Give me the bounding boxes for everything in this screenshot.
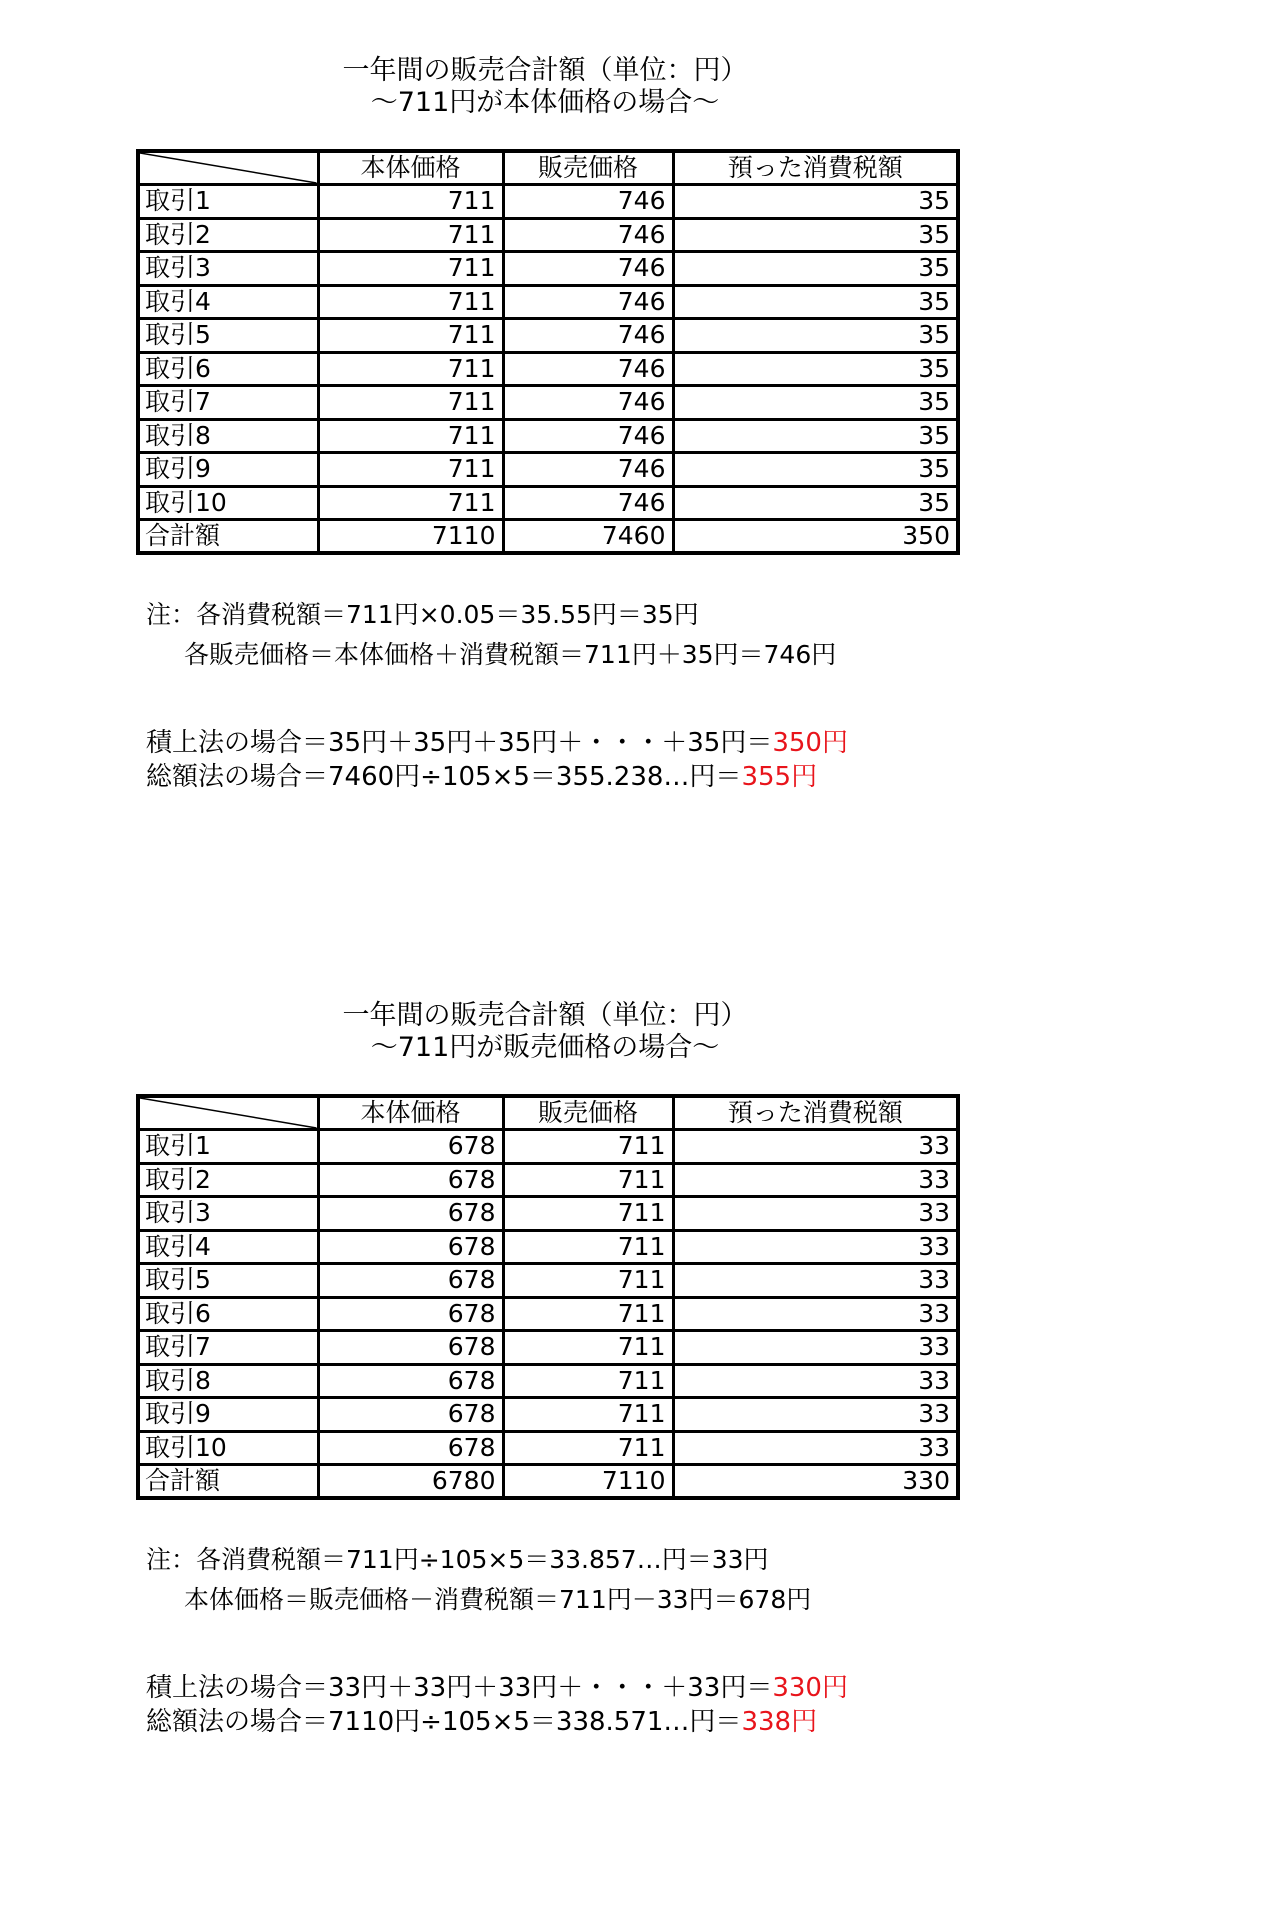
row-label: 取引3 (138, 252, 318, 286)
cell-sale: 711 (503, 1398, 673, 1432)
row-label: 取引4 (138, 1230, 318, 1264)
table-row (138, 185, 958, 219)
cell-tax: 35 (673, 453, 958, 487)
table-row (138, 1297, 958, 1331)
total-sale: 7460 (503, 520, 673, 554)
total-method-text: 総額法の場合＝7460円÷105×5＝355.238…円＝ (146, 762, 742, 792)
cell-base: 711 (318, 386, 503, 420)
total-row (138, 520, 958, 554)
cell-tax: 35 (673, 486, 958, 520)
total-tax: 330 (673, 1465, 958, 1499)
stacking-method-text: 積上法の場合＝33円＋33円＋33円＋・・・＋33円＝ (146, 1673, 773, 1703)
header-base-price: 本体価格 (318, 151, 503, 185)
cell-sale: 711 (503, 1431, 673, 1465)
cell-tax: 35 (673, 352, 958, 386)
row-label: 取引8 (138, 419, 318, 453)
total-row (138, 1465, 958, 1499)
row-label: 取引9 (138, 453, 318, 487)
cell-sale: 746 (503, 386, 673, 420)
cell-base: 678 (318, 1431, 503, 1465)
corner-cell (138, 151, 318, 185)
table-header-row (138, 1096, 958, 1130)
total-label: 合計額 (138, 1465, 318, 1499)
table-row (138, 486, 958, 520)
cell-tax: 33 (673, 1130, 958, 1164)
cell-sale: 746 (503, 486, 673, 520)
cell-tax: 35 (673, 285, 958, 319)
cell-sale: 711 (503, 1331, 673, 1365)
cell-tax: 33 (673, 1331, 958, 1365)
row-label: 取引10 (138, 1431, 318, 1465)
total-method-line (146, 761, 817, 793)
row-label: 取引9 (138, 1398, 318, 1432)
cell-sale: 711 (503, 1130, 673, 1164)
cell-tax: 35 (673, 386, 958, 420)
cell-sale: 711 (503, 1264, 673, 1298)
cell-base: 711 (318, 252, 503, 286)
sales-table (136, 1094, 960, 1500)
row-label: 取引7 (138, 1331, 318, 1365)
table-row (138, 1197, 958, 1231)
note-line-2: 各販売価格＝本体価格＋消費税額＝711円＋35円＝746円 (184, 640, 837, 669)
table-row (138, 319, 958, 353)
block-subtitle: ～711円が販売価格の場合～ (370, 1032, 720, 1063)
block-title: 一年間の販売合計額（単位：円） (342, 1000, 748, 1031)
table-row (138, 352, 958, 386)
cell-tax: 33 (673, 1230, 958, 1264)
note-line-2: 本体価格＝販売価格－消費税額＝711円－33円＝678円 (184, 1585, 812, 1614)
stacking-method-line (146, 1672, 848, 1704)
cell-tax: 33 (673, 1197, 958, 1231)
cell-base: 711 (318, 486, 503, 520)
total-base: 7110 (318, 520, 503, 554)
cell-tax: 35 (673, 419, 958, 453)
row-label: 取引10 (138, 486, 318, 520)
cell-base: 711 (318, 419, 503, 453)
cell-tax: 33 (673, 1431, 958, 1465)
cell-tax: 33 (673, 1398, 958, 1432)
cell-base: 678 (318, 1130, 503, 1164)
table-row (138, 1431, 958, 1465)
row-label: 取引2 (138, 218, 318, 252)
cell-base: 711 (318, 285, 503, 319)
header-tax-amount: 預った消費税額 (673, 151, 958, 185)
cell-tax: 33 (673, 1163, 958, 1197)
block-title: 一年間の販売合計額（単位：円） (342, 55, 748, 86)
cell-sale: 711 (503, 1197, 673, 1231)
stacking-method-result: 330円 (772, 1673, 848, 1703)
cell-base: 678 (318, 1264, 503, 1298)
header-sale-price: 販売価格 (503, 1096, 673, 1130)
total-tax: 350 (673, 520, 958, 554)
table-row (138, 1264, 958, 1298)
row-label: 取引5 (138, 319, 318, 353)
cell-base: 711 (318, 185, 503, 219)
cell-tax: 35 (673, 319, 958, 353)
stacking-method-line (146, 727, 848, 759)
note-line-1: 注：各消費税額＝711円×0.05＝35.55円＝35円 (146, 600, 699, 629)
row-label: 取引5 (138, 1264, 318, 1298)
cell-sale: 711 (503, 1230, 673, 1264)
block-subtitle: ～711円が本体価格の場合～ (370, 87, 720, 118)
table-row (138, 419, 958, 453)
cell-base: 678 (318, 1163, 503, 1197)
table-row (138, 1331, 958, 1365)
header-tax-amount: 預った消費税額 (673, 1096, 958, 1130)
stacking-method-result: 350円 (772, 728, 848, 758)
cell-base: 678 (318, 1364, 503, 1398)
cell-sale: 711 (503, 1297, 673, 1331)
cell-base: 711 (318, 218, 503, 252)
cell-sale: 746 (503, 285, 673, 319)
table-row (138, 1230, 958, 1264)
cell-sale: 746 (503, 218, 673, 252)
row-label: 取引6 (138, 352, 318, 386)
cell-tax: 33 (673, 1297, 958, 1331)
cell-base: 678 (318, 1331, 503, 1365)
cell-sale: 711 (503, 1163, 673, 1197)
cell-tax: 35 (673, 252, 958, 286)
total-method-result: 355円 (741, 762, 818, 792)
cell-base: 711 (318, 453, 503, 487)
sales-table (136, 149, 960, 555)
row-label: 取引8 (138, 1364, 318, 1398)
cell-sale: 746 (503, 185, 673, 219)
table-row (138, 453, 958, 487)
cell-base: 711 (318, 319, 503, 353)
row-label: 取引2 (138, 1163, 318, 1197)
table-header-row (138, 151, 958, 185)
table-row (138, 218, 958, 252)
cell-tax: 35 (673, 218, 958, 252)
cell-sale: 746 (503, 453, 673, 487)
cell-base: 678 (318, 1297, 503, 1331)
cell-sale: 746 (503, 319, 673, 353)
corner-cell (138, 1096, 318, 1130)
table-row (138, 1163, 958, 1197)
cell-sale: 746 (503, 419, 673, 453)
cell-tax: 33 (673, 1364, 958, 1398)
stacking-method-text: 積上法の場合＝35円＋35円＋35円＋・・・＋35円＝ (146, 728, 773, 758)
cell-sale: 711 (503, 1364, 673, 1398)
row-label: 取引1 (138, 185, 318, 219)
total-sale: 7110 (503, 1465, 673, 1499)
row-label: 取引1 (138, 1130, 318, 1164)
diagonal-line (140, 1098, 317, 1128)
diagonal-line (140, 153, 317, 183)
cell-sale: 746 (503, 352, 673, 386)
total-method-line (146, 1706, 817, 1738)
note-line-1: 注：各消費税額＝711円÷105×5＝33.857…円＝33円 (146, 1545, 769, 1574)
table-row (138, 1364, 958, 1398)
total-base: 6780 (318, 1465, 503, 1499)
cell-tax: 35 (673, 185, 958, 219)
row-label: 取引7 (138, 386, 318, 420)
total-label: 合計額 (138, 520, 318, 554)
cell-base: 678 (318, 1230, 503, 1264)
table-row (138, 285, 958, 319)
table-row (138, 1398, 958, 1432)
header-base-price: 本体価格 (318, 1096, 503, 1130)
row-label: 取引3 (138, 1197, 318, 1231)
table-row (138, 252, 958, 286)
cell-tax: 33 (673, 1264, 958, 1298)
row-label: 取引4 (138, 285, 318, 319)
cell-base: 678 (318, 1398, 503, 1432)
table-row (138, 386, 958, 420)
header-sale-price: 販売価格 (503, 151, 673, 185)
cell-base: 711 (318, 352, 503, 386)
total-method-text: 総額法の場合＝7110円÷105×5＝338.571…円＝ (146, 1707, 742, 1737)
table-row (138, 1130, 958, 1164)
cell-sale: 746 (503, 252, 673, 286)
row-label: 取引6 (138, 1297, 318, 1331)
cell-base: 678 (318, 1197, 503, 1231)
total-method-result: 338円 (741, 1707, 818, 1737)
